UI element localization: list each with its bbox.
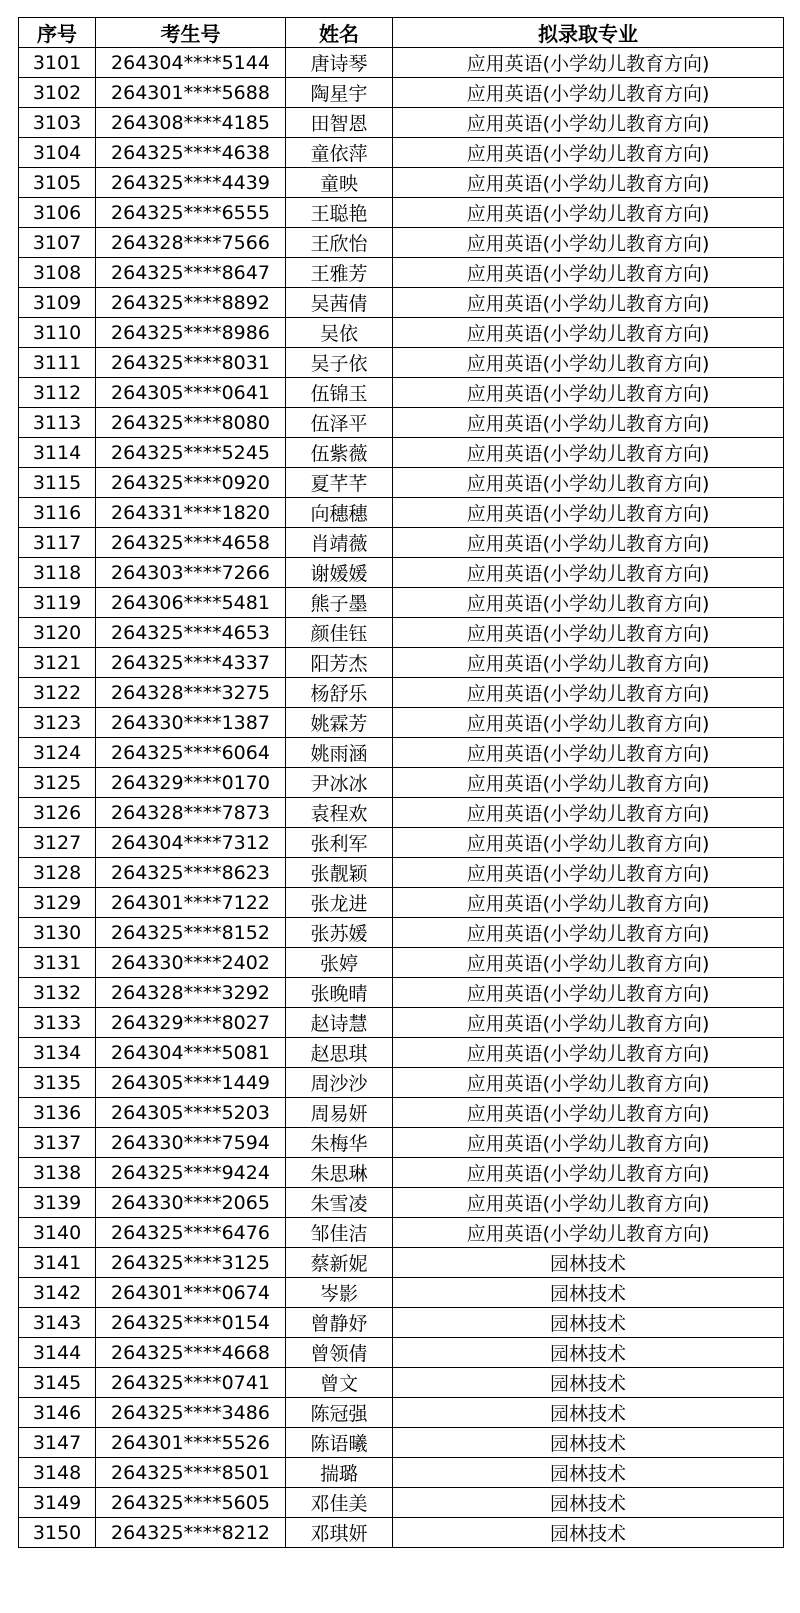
cell-seq: 3114 bbox=[19, 438, 96, 468]
cell-exam-id: 264325****8647 bbox=[96, 258, 286, 288]
cell-major: 应用英语(小学幼儿教育方向) bbox=[393, 558, 784, 588]
cell-major: 应用英语(小学幼儿教育方向) bbox=[393, 1218, 784, 1248]
cell-major: 应用英语(小学幼儿教育方向) bbox=[393, 348, 784, 378]
cell-seq: 3132 bbox=[19, 978, 96, 1008]
cell-name: 王聪艳 bbox=[286, 198, 393, 228]
cell-exam-id: 264325****3125 bbox=[96, 1248, 286, 1278]
cell-seq: 3137 bbox=[19, 1128, 96, 1158]
cell-seq: 3133 bbox=[19, 1008, 96, 1038]
cell-name: 王雅芳 bbox=[286, 258, 393, 288]
cell-name: 揣璐 bbox=[286, 1458, 393, 1488]
cell-exam-id: 264325****0741 bbox=[96, 1368, 286, 1398]
cell-name: 曾领倩 bbox=[286, 1338, 393, 1368]
cell-seq: 3138 bbox=[19, 1158, 96, 1188]
cell-name: 张利军 bbox=[286, 828, 393, 858]
cell-exam-id: 264305****5203 bbox=[96, 1098, 286, 1128]
cell-name: 邓琪妍 bbox=[286, 1518, 393, 1548]
cell-exam-id: 264325****6555 bbox=[96, 198, 286, 228]
cell-name: 阳芳杰 bbox=[286, 648, 393, 678]
cell-major: 应用英语(小学幼儿教育方向) bbox=[393, 1098, 784, 1128]
table-row bbox=[19, 1368, 784, 1398]
table-row bbox=[19, 1068, 784, 1098]
table-row bbox=[19, 468, 784, 498]
cell-name: 蔡新妮 bbox=[286, 1248, 393, 1278]
cell-exam-id: 264330****2065 bbox=[96, 1188, 286, 1218]
cell-seq: 3107 bbox=[19, 228, 96, 258]
cell-name: 童依萍 bbox=[286, 138, 393, 168]
cell-name: 张晚晴 bbox=[286, 978, 393, 1008]
cell-major: 园林技术 bbox=[393, 1308, 784, 1338]
cell-exam-id: 264325****5605 bbox=[96, 1488, 286, 1518]
cell-seq: 3141 bbox=[19, 1248, 96, 1278]
cell-seq: 3106 bbox=[19, 198, 96, 228]
cell-major: 应用英语(小学幼儿教育方向) bbox=[393, 858, 784, 888]
cell-major: 应用英语(小学幼儿教育方向) bbox=[393, 768, 784, 798]
cell-seq: 3101 bbox=[19, 48, 96, 78]
table-body bbox=[19, 48, 784, 1548]
cell-exam-id: 264301****0674 bbox=[96, 1278, 286, 1308]
cell-seq: 3120 bbox=[19, 618, 96, 648]
cell-name: 袁程欢 bbox=[286, 798, 393, 828]
table-row bbox=[19, 288, 784, 318]
table-row bbox=[19, 1518, 784, 1548]
table-row bbox=[19, 648, 784, 678]
cell-exam-id: 264328****7566 bbox=[96, 228, 286, 258]
admission-table bbox=[18, 17, 784, 1548]
cell-name: 伍紫薇 bbox=[286, 438, 393, 468]
cell-name: 王欣怡 bbox=[286, 228, 393, 258]
cell-name: 唐诗琴 bbox=[286, 48, 393, 78]
cell-exam-id: 264325****0920 bbox=[96, 468, 286, 498]
cell-major: 园林技术 bbox=[393, 1248, 784, 1278]
cell-seq: 3125 bbox=[19, 768, 96, 798]
table-row bbox=[19, 708, 784, 738]
table-row bbox=[19, 978, 784, 1008]
cell-seq: 3116 bbox=[19, 498, 96, 528]
cell-seq: 3131 bbox=[19, 948, 96, 978]
cell-name: 周沙沙 bbox=[286, 1068, 393, 1098]
cell-seq: 3149 bbox=[19, 1488, 96, 1518]
table-row bbox=[19, 1098, 784, 1128]
cell-major: 应用英语(小学幼儿教育方向) bbox=[393, 528, 784, 558]
cell-major: 应用英语(小学幼儿教育方向) bbox=[393, 1008, 784, 1038]
table-row bbox=[19, 1008, 784, 1038]
cell-seq: 3112 bbox=[19, 378, 96, 408]
cell-seq: 3105 bbox=[19, 168, 96, 198]
cell-major: 园林技术 bbox=[393, 1428, 784, 1458]
cell-seq: 3130 bbox=[19, 918, 96, 948]
cell-major: 应用英语(小学幼儿教育方向) bbox=[393, 498, 784, 528]
cell-major: 应用英语(小学幼儿教育方向) bbox=[393, 168, 784, 198]
cell-major: 应用英语(小学幼儿教育方向) bbox=[393, 108, 784, 138]
cell-major: 应用英语(小学幼儿教育方向) bbox=[393, 198, 784, 228]
cell-seq: 3118 bbox=[19, 558, 96, 588]
cell-exam-id: 264301****5526 bbox=[96, 1428, 286, 1458]
table-row bbox=[19, 1338, 784, 1368]
cell-major: 应用英语(小学幼儿教育方向) bbox=[393, 408, 784, 438]
cell-exam-id: 264325****8501 bbox=[96, 1458, 286, 1488]
cell-major: 应用英语(小学幼儿教育方向) bbox=[393, 48, 784, 78]
table-row bbox=[19, 738, 784, 768]
cell-name: 陈语曦 bbox=[286, 1428, 393, 1458]
cell-seq: 3143 bbox=[19, 1308, 96, 1338]
cell-seq: 3115 bbox=[19, 468, 96, 498]
cell-seq: 3117 bbox=[19, 528, 96, 558]
cell-exam-id: 264325****9424 bbox=[96, 1158, 286, 1188]
cell-exam-id: 264301****7122 bbox=[96, 888, 286, 918]
cell-name: 夏芊芊 bbox=[286, 468, 393, 498]
cell-exam-id: 264304****7312 bbox=[96, 828, 286, 858]
cell-seq: 3128 bbox=[19, 858, 96, 888]
cell-major: 应用英语(小学幼儿教育方向) bbox=[393, 828, 784, 858]
cell-exam-id: 264330****1387 bbox=[96, 708, 286, 738]
table-row bbox=[19, 1458, 784, 1488]
header-major: 拟录取专业 bbox=[393, 18, 784, 48]
cell-major: 应用英语(小学幼儿教育方向) bbox=[393, 258, 784, 288]
cell-seq: 3142 bbox=[19, 1278, 96, 1308]
cell-major: 园林技术 bbox=[393, 1338, 784, 1368]
cell-name: 张婷 bbox=[286, 948, 393, 978]
cell-major: 园林技术 bbox=[393, 1278, 784, 1308]
cell-major: 应用英语(小学幼儿教育方向) bbox=[393, 438, 784, 468]
cell-major: 应用英语(小学幼儿教育方向) bbox=[393, 588, 784, 618]
cell-major: 应用英语(小学幼儿教育方向) bbox=[393, 318, 784, 348]
cell-seq: 3109 bbox=[19, 288, 96, 318]
cell-major: 应用英语(小学幼儿教育方向) bbox=[393, 468, 784, 498]
cell-major: 应用英语(小学幼儿教育方向) bbox=[393, 1068, 784, 1098]
cell-name: 伍泽平 bbox=[286, 408, 393, 438]
cell-name: 张靓颖 bbox=[286, 858, 393, 888]
cell-exam-id: 264325****4653 bbox=[96, 618, 286, 648]
cell-exam-id: 264325****6064 bbox=[96, 738, 286, 768]
table-row bbox=[19, 1128, 784, 1158]
cell-seq: 3135 bbox=[19, 1068, 96, 1098]
header-name: 姓名 bbox=[286, 18, 393, 48]
table-row bbox=[19, 438, 784, 468]
table-row bbox=[19, 108, 784, 138]
cell-exam-id: 264305****1449 bbox=[96, 1068, 286, 1098]
cell-name: 张苏媛 bbox=[286, 918, 393, 948]
table-row bbox=[19, 78, 784, 108]
cell-name: 周易妍 bbox=[286, 1098, 393, 1128]
cell-exam-id: 264328****7873 bbox=[96, 798, 286, 828]
table-row bbox=[19, 498, 784, 528]
cell-exam-id: 264330****7594 bbox=[96, 1128, 286, 1158]
cell-major: 园林技术 bbox=[393, 1398, 784, 1428]
table-row bbox=[19, 558, 784, 588]
cell-exam-id: 264325****8986 bbox=[96, 318, 286, 348]
cell-seq: 3110 bbox=[19, 318, 96, 348]
table-row bbox=[19, 408, 784, 438]
cell-major: 应用英语(小学幼儿教育方向) bbox=[393, 918, 784, 948]
cell-exam-id: 264329****8027 bbox=[96, 1008, 286, 1038]
cell-seq: 3145 bbox=[19, 1368, 96, 1398]
cell-name: 向穗穗 bbox=[286, 498, 393, 528]
header-row bbox=[19, 18, 784, 48]
cell-exam-id: 264325****5245 bbox=[96, 438, 286, 468]
cell-seq: 3136 bbox=[19, 1098, 96, 1128]
cell-seq: 3150 bbox=[19, 1518, 96, 1548]
cell-name: 姚雨涵 bbox=[286, 738, 393, 768]
table-row bbox=[19, 888, 784, 918]
table-row bbox=[19, 588, 784, 618]
table-row bbox=[19, 828, 784, 858]
cell-major: 应用英语(小学幼儿教育方向) bbox=[393, 648, 784, 678]
table-row bbox=[19, 1248, 784, 1278]
cell-exam-id: 264330****2402 bbox=[96, 948, 286, 978]
cell-major: 应用英语(小学幼儿教育方向) bbox=[393, 738, 784, 768]
table-row bbox=[19, 768, 784, 798]
cell-seq: 3129 bbox=[19, 888, 96, 918]
cell-seq: 3102 bbox=[19, 78, 96, 108]
table-row bbox=[19, 1488, 784, 1518]
cell-exam-id: 264308****4185 bbox=[96, 108, 286, 138]
table-row bbox=[19, 1038, 784, 1068]
cell-name: 赵思琪 bbox=[286, 1038, 393, 1068]
cell-seq: 3122 bbox=[19, 678, 96, 708]
cell-major: 应用英语(小学幼儿教育方向) bbox=[393, 948, 784, 978]
cell-exam-id: 264325****8031 bbox=[96, 348, 286, 378]
table-row bbox=[19, 948, 784, 978]
cell-exam-id: 264325****8212 bbox=[96, 1518, 286, 1548]
cell-name: 赵诗慧 bbox=[286, 1008, 393, 1038]
cell-name: 吴茜倩 bbox=[286, 288, 393, 318]
admission-list-sheet bbox=[18, 17, 784, 1548]
cell-seq: 3148 bbox=[19, 1458, 96, 1488]
cell-major: 应用英语(小学幼儿教育方向) bbox=[393, 798, 784, 828]
header-exam-id: 考生号 bbox=[96, 18, 286, 48]
table-row bbox=[19, 258, 784, 288]
cell-exam-id: 264325****4439 bbox=[96, 168, 286, 198]
table-row bbox=[19, 1278, 784, 1308]
cell-seq: 3103 bbox=[19, 108, 96, 138]
cell-exam-id: 264304****5144 bbox=[96, 48, 286, 78]
cell-name: 尹冰冰 bbox=[286, 768, 393, 798]
cell-name: 谢媛媛 bbox=[286, 558, 393, 588]
cell-exam-id: 264329****0170 bbox=[96, 768, 286, 798]
cell-seq: 3140 bbox=[19, 1218, 96, 1248]
table-row bbox=[19, 168, 784, 198]
cell-major: 应用英语(小学幼儿教育方向) bbox=[393, 888, 784, 918]
cell-major: 应用英语(小学幼儿教育方向) bbox=[393, 618, 784, 648]
cell-major: 应用英语(小学幼儿教育方向) bbox=[393, 708, 784, 738]
table-header bbox=[19, 18, 784, 48]
table-row bbox=[19, 798, 784, 828]
cell-major: 应用英语(小学幼儿教育方向) bbox=[393, 138, 784, 168]
cell-seq: 3123 bbox=[19, 708, 96, 738]
cell-major: 应用英语(小学幼儿教育方向) bbox=[393, 1188, 784, 1218]
table-row bbox=[19, 138, 784, 168]
cell-exam-id: 264325****6476 bbox=[96, 1218, 286, 1248]
cell-name: 邓佳美 bbox=[286, 1488, 393, 1518]
cell-exam-id: 264325****3486 bbox=[96, 1398, 286, 1428]
cell-exam-id: 264325****4668 bbox=[96, 1338, 286, 1368]
cell-seq: 3113 bbox=[19, 408, 96, 438]
cell-major: 应用英语(小学幼儿教育方向) bbox=[393, 678, 784, 708]
table-row bbox=[19, 1308, 784, 1338]
cell-exam-id: 264325****4658 bbox=[96, 528, 286, 558]
table-row bbox=[19, 1218, 784, 1248]
table-row bbox=[19, 198, 784, 228]
cell-name: 姚霖芳 bbox=[286, 708, 393, 738]
cell-major: 应用英语(小学幼儿教育方向) bbox=[393, 1128, 784, 1158]
cell-seq: 3124 bbox=[19, 738, 96, 768]
cell-name: 曾文 bbox=[286, 1368, 393, 1398]
cell-name: 杨舒乐 bbox=[286, 678, 393, 708]
table-row bbox=[19, 1428, 784, 1458]
cell-seq: 3134 bbox=[19, 1038, 96, 1068]
cell-name: 朱思琳 bbox=[286, 1158, 393, 1188]
cell-name: 吴依 bbox=[286, 318, 393, 348]
cell-name: 伍锦玉 bbox=[286, 378, 393, 408]
table-row bbox=[19, 1188, 784, 1218]
cell-name: 曾静妤 bbox=[286, 1308, 393, 1338]
cell-name: 陈冠强 bbox=[286, 1398, 393, 1428]
table-row bbox=[19, 678, 784, 708]
cell-name: 颜佳钰 bbox=[286, 618, 393, 648]
cell-major: 应用英语(小学幼儿教育方向) bbox=[393, 978, 784, 1008]
cell-seq: 3104 bbox=[19, 138, 96, 168]
cell-seq: 3139 bbox=[19, 1188, 96, 1218]
cell-name: 朱雪凌 bbox=[286, 1188, 393, 1218]
cell-name: 肖靖薇 bbox=[286, 528, 393, 558]
cell-name: 熊子墨 bbox=[286, 588, 393, 618]
cell-major: 应用英语(小学幼儿教育方向) bbox=[393, 1158, 784, 1188]
cell-major: 园林技术 bbox=[393, 1488, 784, 1518]
cell-major: 园林技术 bbox=[393, 1458, 784, 1488]
cell-exam-id: 264304****5081 bbox=[96, 1038, 286, 1068]
table-row bbox=[19, 318, 784, 348]
table-row bbox=[19, 228, 784, 258]
cell-seq: 3108 bbox=[19, 258, 96, 288]
cell-major: 应用英语(小学幼儿教育方向) bbox=[393, 288, 784, 318]
cell-major: 园林技术 bbox=[393, 1368, 784, 1398]
cell-name: 田智恩 bbox=[286, 108, 393, 138]
cell-exam-id: 264305****0641 bbox=[96, 378, 286, 408]
cell-exam-id: 264325****4638 bbox=[96, 138, 286, 168]
cell-name: 童映 bbox=[286, 168, 393, 198]
cell-exam-id: 264303****7266 bbox=[96, 558, 286, 588]
cell-name: 张龙进 bbox=[286, 888, 393, 918]
cell-exam-id: 264331****1820 bbox=[96, 498, 286, 528]
cell-name: 岑影 bbox=[286, 1278, 393, 1308]
cell-major: 园林技术 bbox=[393, 1518, 784, 1548]
table-row bbox=[19, 858, 784, 888]
cell-seq: 3127 bbox=[19, 828, 96, 858]
cell-major: 应用英语(小学幼儿教育方向) bbox=[393, 228, 784, 258]
cell-exam-id: 264328****3275 bbox=[96, 678, 286, 708]
table-row bbox=[19, 1398, 784, 1428]
cell-exam-id: 264325****4337 bbox=[96, 648, 286, 678]
cell-seq: 3111 bbox=[19, 348, 96, 378]
cell-major: 应用英语(小学幼儿教育方向) bbox=[393, 378, 784, 408]
cell-seq: 3144 bbox=[19, 1338, 96, 1368]
cell-exam-id: 264306****5481 bbox=[96, 588, 286, 618]
cell-major: 应用英语(小学幼儿教育方向) bbox=[393, 78, 784, 108]
cell-seq: 3119 bbox=[19, 588, 96, 618]
header-seq: 序号 bbox=[19, 18, 96, 48]
cell-name: 吴子依 bbox=[286, 348, 393, 378]
cell-exam-id: 264301****5688 bbox=[96, 78, 286, 108]
cell-exam-id: 264325****8892 bbox=[96, 288, 286, 318]
cell-exam-id: 264328****3292 bbox=[96, 978, 286, 1008]
table-row bbox=[19, 528, 784, 558]
cell-exam-id: 264325****8152 bbox=[96, 918, 286, 948]
table-row bbox=[19, 348, 784, 378]
cell-seq: 3121 bbox=[19, 648, 96, 678]
cell-name: 陶星宇 bbox=[286, 78, 393, 108]
cell-seq: 3126 bbox=[19, 798, 96, 828]
table-row bbox=[19, 618, 784, 648]
cell-exam-id: 264325****8623 bbox=[96, 858, 286, 888]
cell-seq: 3146 bbox=[19, 1398, 96, 1428]
cell-seq: 3147 bbox=[19, 1428, 96, 1458]
table-row bbox=[19, 48, 784, 78]
cell-major: 应用英语(小学幼儿教育方向) bbox=[393, 1038, 784, 1068]
cell-exam-id: 264325****8080 bbox=[96, 408, 286, 438]
table-row bbox=[19, 378, 784, 408]
cell-name: 朱梅华 bbox=[286, 1128, 393, 1158]
cell-name: 邹佳洁 bbox=[286, 1218, 393, 1248]
cell-exam-id: 264325****0154 bbox=[96, 1308, 286, 1338]
table-row bbox=[19, 918, 784, 948]
table-row bbox=[19, 1158, 784, 1188]
